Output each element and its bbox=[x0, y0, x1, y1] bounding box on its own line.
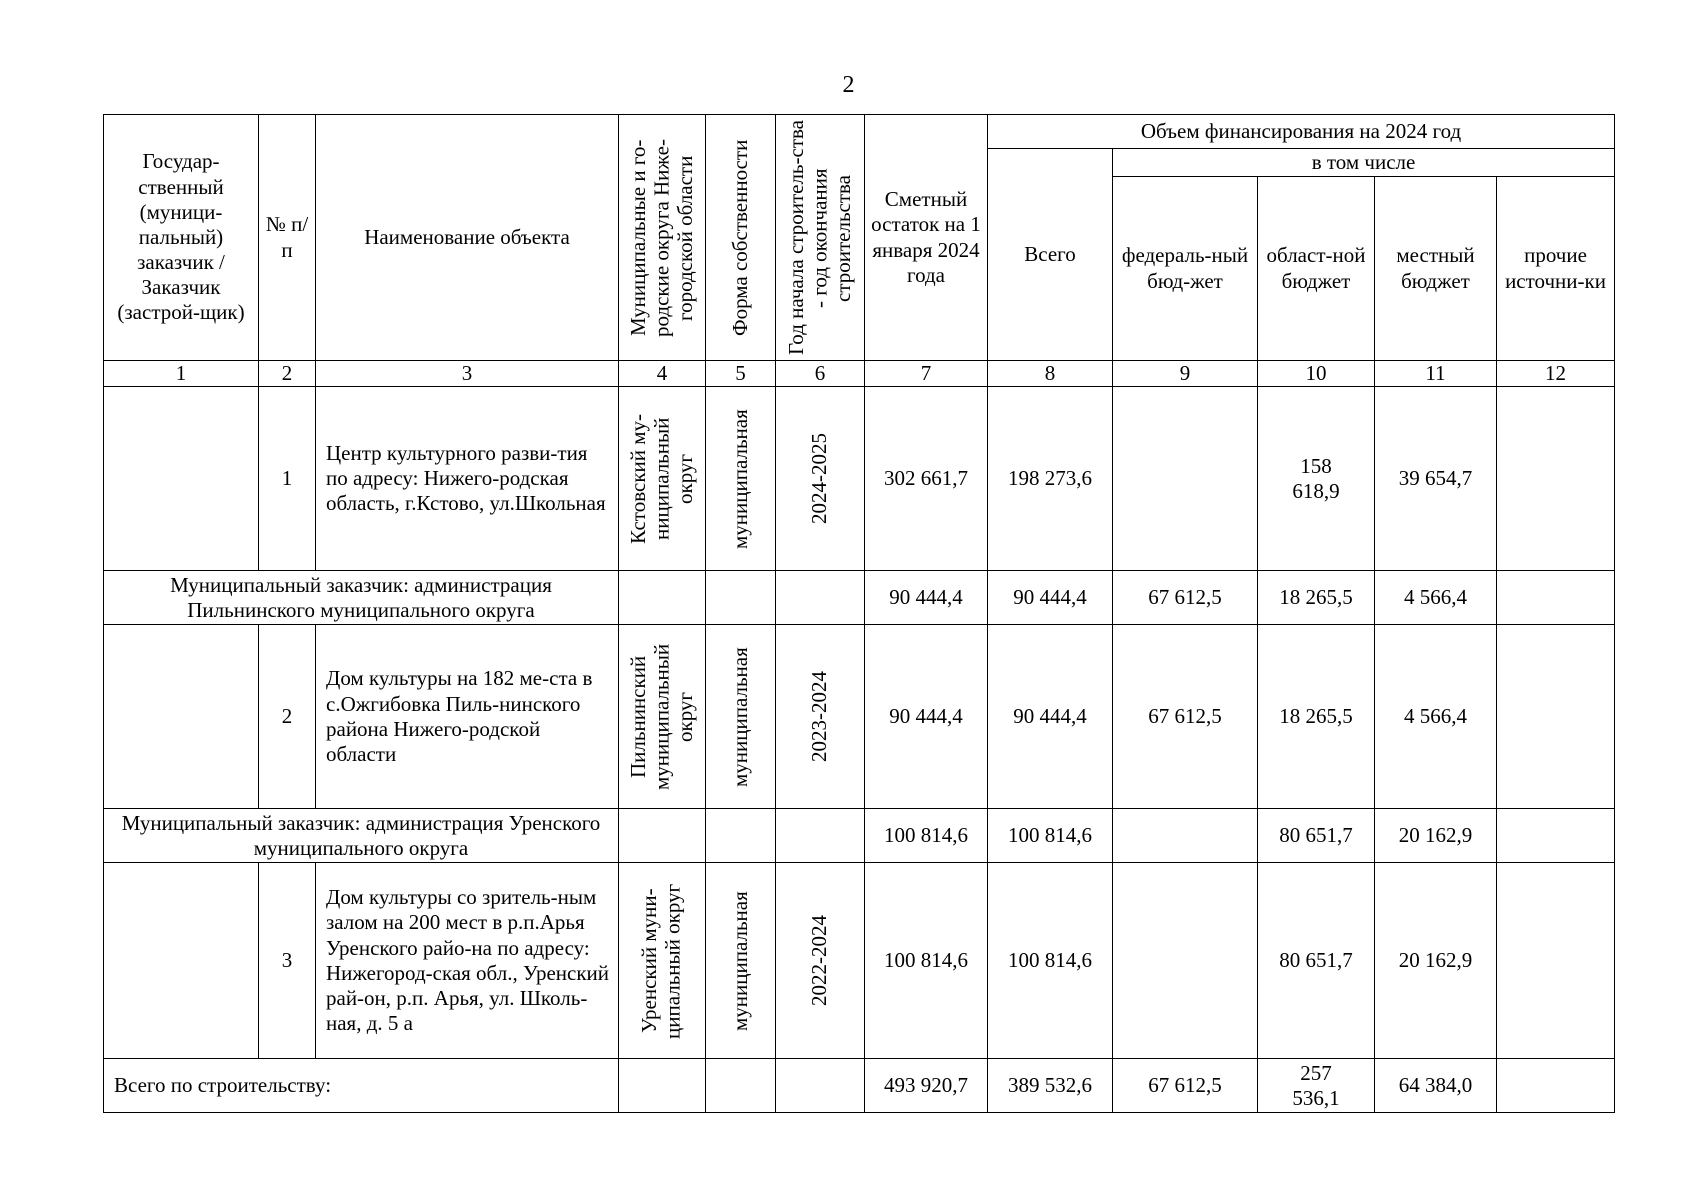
local-value: 64 384,0 bbox=[1375, 1059, 1497, 1113]
other-value bbox=[1497, 809, 1615, 863]
ownership-text: муниципальная bbox=[727, 408, 752, 549]
object-row-3 bbox=[104, 863, 1615, 1059]
other-value bbox=[1497, 863, 1615, 1059]
col-number: 3 bbox=[316, 361, 619, 387]
header-remaining: Сметный остаток на 1 января 2024 года bbox=[865, 115, 988, 361]
remaining-value: 493 920,7 bbox=[865, 1059, 988, 1113]
remaining-value: 90 444,4 bbox=[865, 625, 988, 809]
total-value: 389 532,6 bbox=[988, 1059, 1113, 1113]
customer-cell-empty bbox=[104, 863, 259, 1059]
federal-value bbox=[1113, 387, 1258, 571]
grand-total-label: Всего по строительству: bbox=[104, 1059, 619, 1113]
local-value: 4 566,4 bbox=[1375, 571, 1497, 625]
header-other: прочие источни-ки bbox=[1497, 177, 1615, 361]
ownership-text: муниципальная bbox=[727, 646, 752, 787]
header-local: местный бюджет bbox=[1375, 177, 1497, 361]
empty-cell bbox=[619, 809, 706, 863]
remaining-value: 90 444,4 bbox=[865, 571, 988, 625]
local-value: 39 654,7 bbox=[1375, 387, 1497, 571]
empty-cell bbox=[706, 809, 776, 863]
customer-cell-empty bbox=[104, 625, 259, 809]
header-num: № п/п bbox=[259, 115, 316, 361]
years-cell bbox=[776, 863, 865, 1059]
header-ownership-text: Форма собственности bbox=[727, 139, 752, 336]
grand-total-row bbox=[104, 1059, 1615, 1113]
empty-cell bbox=[706, 571, 776, 625]
empty-cell bbox=[706, 1059, 776, 1113]
federal-value: 67 612,5 bbox=[1113, 625, 1258, 809]
col-number: 12 bbox=[1497, 361, 1615, 387]
customer-row-2 bbox=[104, 571, 1615, 625]
local-value: 4 566,4 bbox=[1375, 625, 1497, 809]
total-value: 198 273,6 bbox=[988, 387, 1113, 571]
header-object-name: Наименование объекта bbox=[316, 115, 619, 361]
col-number: 9 bbox=[1113, 361, 1258, 387]
empty-cell bbox=[776, 571, 865, 625]
col-number: 4 bbox=[619, 361, 706, 387]
header-funding-title: Объем финансирования на 2024 год bbox=[988, 115, 1615, 149]
row-num: 3 bbox=[259, 863, 316, 1059]
header-years-text: Год начала строитель-ства - год окончания строительства bbox=[783, 120, 855, 355]
years-text: 2023-2024 bbox=[807, 671, 832, 763]
header-total: Всего bbox=[988, 149, 1113, 361]
header-ownership bbox=[706, 115, 776, 361]
other-value bbox=[1497, 1059, 1615, 1113]
total-value: 100 814,6 bbox=[988, 863, 1113, 1059]
row-num: 2 bbox=[259, 625, 316, 809]
remaining-value: 100 814,6 bbox=[865, 809, 988, 863]
header-district bbox=[619, 115, 706, 361]
empty-cell bbox=[619, 571, 706, 625]
ownership-cell bbox=[706, 387, 776, 571]
header-including: в том числе bbox=[1113, 149, 1615, 177]
district-cell bbox=[619, 387, 706, 571]
customer-cell-empty bbox=[104, 387, 259, 571]
other-value bbox=[1497, 625, 1615, 809]
federal-value: 67 612,5 bbox=[1113, 571, 1258, 625]
district-text: Уренский муни-ципальный округ bbox=[637, 883, 685, 1039]
header-district-text: Муниципальные и го-родские округа Ниже-городской области bbox=[625, 138, 697, 337]
col-number: 1 bbox=[104, 361, 259, 387]
local-value: 20 162,9 bbox=[1375, 863, 1497, 1059]
regional-value: 18 265,5 bbox=[1258, 625, 1375, 809]
remaining-value: 302 661,7 bbox=[865, 387, 988, 571]
financing-table bbox=[103, 114, 1615, 1113]
object-name: Дом культуры со зритель-ным залом на 200 мест в р.п.Арья Уренского райо-на по адресу: Нижегород-ская обл., Уренский рай-он, р.п. Арья, ул. Школь-ная, д. 5 а bbox=[316, 863, 619, 1059]
other-value bbox=[1497, 387, 1615, 571]
years-text: 2024-2025 bbox=[807, 433, 832, 525]
col-number: 2 bbox=[259, 361, 316, 387]
col-number: 7 bbox=[865, 361, 988, 387]
col-number: 6 bbox=[776, 361, 865, 387]
customer-label: Муниципальный заказчик: администрация Уренского муниципального округа bbox=[104, 809, 619, 863]
customer-row-3 bbox=[104, 809, 1615, 863]
col-number: 5 bbox=[706, 361, 776, 387]
regional-value: 18 265,5 bbox=[1258, 571, 1375, 625]
years-cell bbox=[776, 625, 865, 809]
column-numbers-row bbox=[104, 361, 1615, 387]
object-name: Дом культуры на 182 ме-ста в с.Ожгибовка Пиль-нинского района Нижего-родской области bbox=[316, 625, 619, 809]
federal-value: 67 612,5 bbox=[1113, 1059, 1258, 1113]
local-value: 20 162,9 bbox=[1375, 809, 1497, 863]
empty-cell bbox=[776, 1059, 865, 1113]
header-federal: федераль-ный бюд-жет bbox=[1113, 177, 1258, 361]
total-value: 90 444,4 bbox=[988, 571, 1113, 625]
header-years bbox=[776, 115, 865, 361]
object-row-2 bbox=[104, 625, 1615, 809]
district-cell bbox=[619, 625, 706, 809]
regional-value: 158 618,9 bbox=[1258, 387, 1375, 571]
row-num: 1 bbox=[259, 387, 316, 571]
years-cell bbox=[776, 387, 865, 571]
header-customer: Государ-ственный (муници-пальный) заказчик / Заказчик (застрой-щик) bbox=[104, 115, 259, 361]
federal-value bbox=[1113, 809, 1258, 863]
regional-value: 80 651,7 bbox=[1258, 863, 1375, 1059]
ownership-cell bbox=[706, 863, 776, 1059]
empty-cell bbox=[776, 809, 865, 863]
district-cell bbox=[619, 863, 706, 1059]
remaining-value: 100 814,6 bbox=[865, 863, 988, 1059]
years-text: 2022-2024 bbox=[807, 915, 832, 1007]
federal-value bbox=[1113, 863, 1258, 1059]
ownership-text: муниципальная bbox=[727, 890, 752, 1031]
header-row-1 bbox=[104, 115, 1615, 149]
empty-cell bbox=[619, 1059, 706, 1113]
object-name: Центр культурного разви-тия по адресу: Нижего-родская область, г.Кстово, ул.Школьная bbox=[316, 387, 619, 571]
district-text: Кстовский му-ниципальный округ bbox=[625, 413, 697, 544]
customer-label: Муниципальный заказчик: администрация Пильнинского муниципального округа bbox=[104, 571, 619, 625]
col-number: 11 bbox=[1375, 361, 1497, 387]
district-text: Пильнинский муниципальный округ bbox=[625, 643, 697, 790]
regional-value: 80 651,7 bbox=[1258, 809, 1375, 863]
other-value bbox=[1497, 571, 1615, 625]
col-number: 8 bbox=[988, 361, 1113, 387]
header-regional: област-ной бюджет bbox=[1258, 177, 1375, 361]
page-number: 2 bbox=[842, 72, 855, 98]
regional-value: 257 536,1 bbox=[1258, 1059, 1375, 1113]
object-row-1 bbox=[104, 387, 1615, 571]
ownership-cell bbox=[706, 625, 776, 809]
col-number: 10 bbox=[1258, 361, 1375, 387]
total-value: 100 814,6 bbox=[988, 809, 1113, 863]
total-value: 90 444,4 bbox=[988, 625, 1113, 809]
